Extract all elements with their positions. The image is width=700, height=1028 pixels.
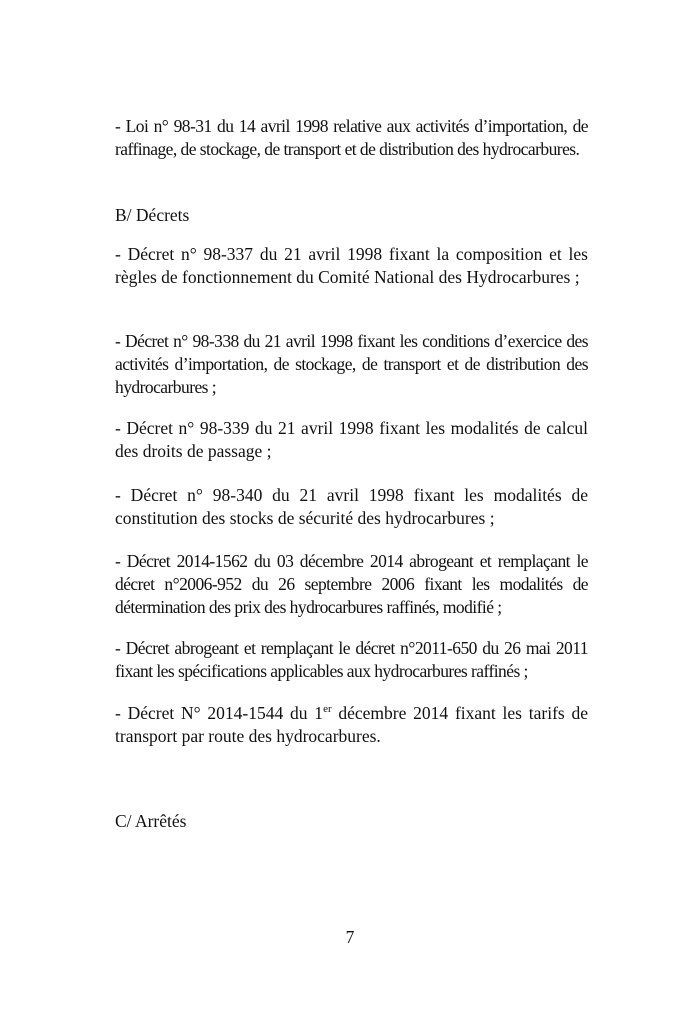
decree-item: - Décret n° 98-339 du 21 avril 1998 fixant les modalités de calcul des droits de passage ; <box>115 418 588 461</box>
section-heading-decrets: B/ Décrets <box>115 205 190 225</box>
decree-item <box>115 702 588 748</box>
decree-item: - Décret n° 98-338 du 21 avril 1998 fixant les conditions d’exercice des activités d’importation, de stockage, de transport et de distribution des hydrocarbures ; <box>115 331 588 397</box>
section-heading-arretes: C/ Arrêtés <box>115 811 187 831</box>
decree-item: - Décret 2014-1562 du 03 décembre 2014 abrogeant et remplaçant le décret n°2006-952 du 26 septembre 2006 fixant les modalités de détermination des prix des hydrocarbures raffinés, modifié ; <box>115 551 588 617</box>
decree-item: - Décret n° 98-340 du 21 avril 1998 fixant les modalités de constitution des stocks de sécurité des hydrocarbures ; <box>115 485 588 528</box>
law-item: - Loi n° 98-31 du 14 avril 1998 relative aux activités d’importation, de raffinage, de stockage, de transport et de distribution des hydrocarbures. <box>115 116 588 159</box>
decree-item: - Décret n° 98-337 du 21 avril 1998 fixant la composition et les règles de fonctionnement du Comité National des Hydrocarbures ; <box>115 244 588 287</box>
page-number: 7 <box>345 927 355 947</box>
decree-item: - Décret abrogeant et remplaçant le décret n°2011-650 du 26 mai 2011 fixant les spécifications applicables aux hydrocarbures raffinés ; <box>115 638 588 681</box>
decree-text-end: décembre 2014 fixant les tarifs de transport par route des hydrocarbures. <box>115 703 589 746</box>
ordinal-superscript: er <box>323 703 332 716</box>
decree-text-start: - Décret N° 2014-1544 du 1 <box>115 703 324 723</box>
